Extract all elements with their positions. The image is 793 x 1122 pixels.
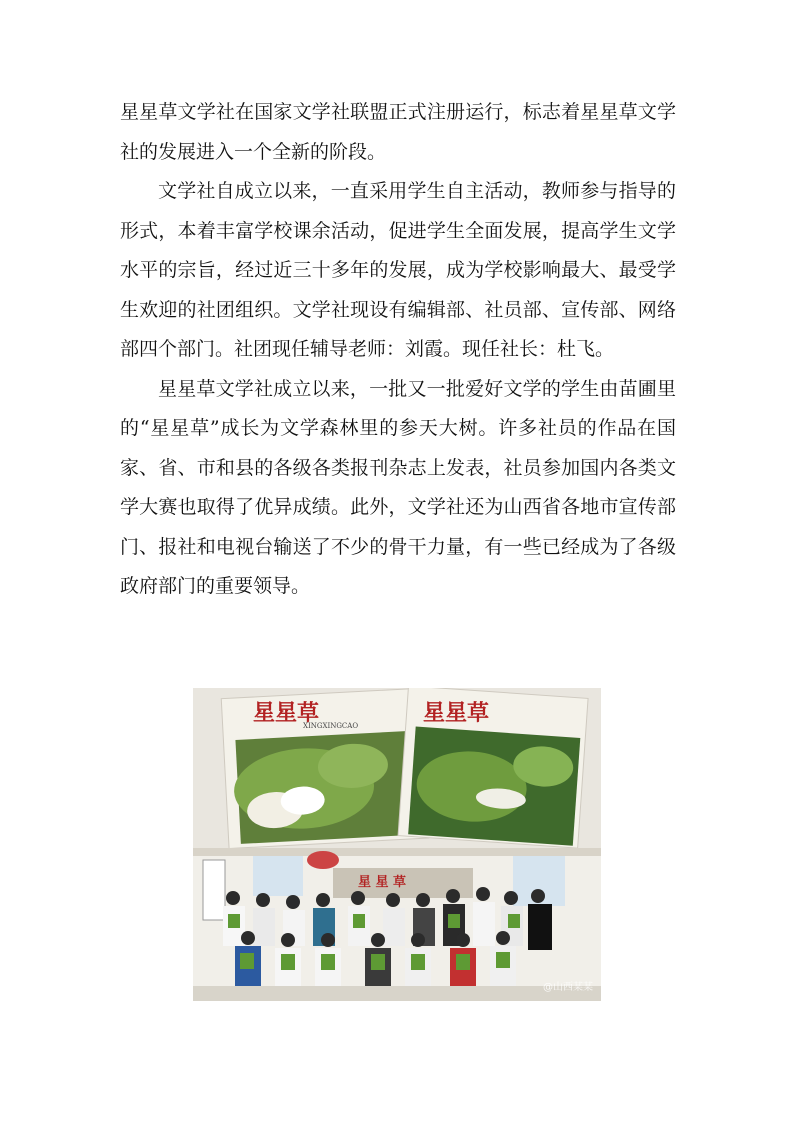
article-body (120, 93, 676, 607)
banner-text: 星 星 草 (358, 875, 407, 890)
paragraph-2: 文学社自成立以来，一直采用学生自主活动，教师参与指导的形式，本着丰富学校课余活动，促进学生全面发展，提高学生文学水平的宗旨，经过近三十多年的发展，成为学校影响最大、最受学生欢迎的社团组织。文学社现设有编辑部、社员部、宣传部、网络部四个部门。社团现任辅导老师：刘霞。现任社长：杜飞。 (120, 180, 676, 360)
magazine-title-left: 星星草 (253, 700, 320, 726)
paragraph-3: 星星草文学社成立以来，一批又一批爱好文学的学生由苗圃里的“星星草”成长为文学森林里的参天大树。许多社员的作品在国家、省、市和县的各级各类报刊杂志上发表，社员参加国内各类文学大赛也取得了优异成绩。此外，文学社还为山西省各地市宣传部门、报社和电视台输送了不少的骨干力量，有一些已经成为了各级政府部门的重要领导。 (120, 377, 676, 597)
club-photo (193, 688, 601, 1001)
photo-watermark: @山西某某 (543, 982, 593, 993)
magazine-title-right: 星星草 (423, 700, 490, 726)
paragraph-1: 星星草文学社在国家文学社联盟正式注册运行，标志着星星草文学社的发展进入一个全新的阶段。 (120, 101, 676, 163)
magazine-subtitle: XINGXINGCAO (303, 722, 359, 730)
